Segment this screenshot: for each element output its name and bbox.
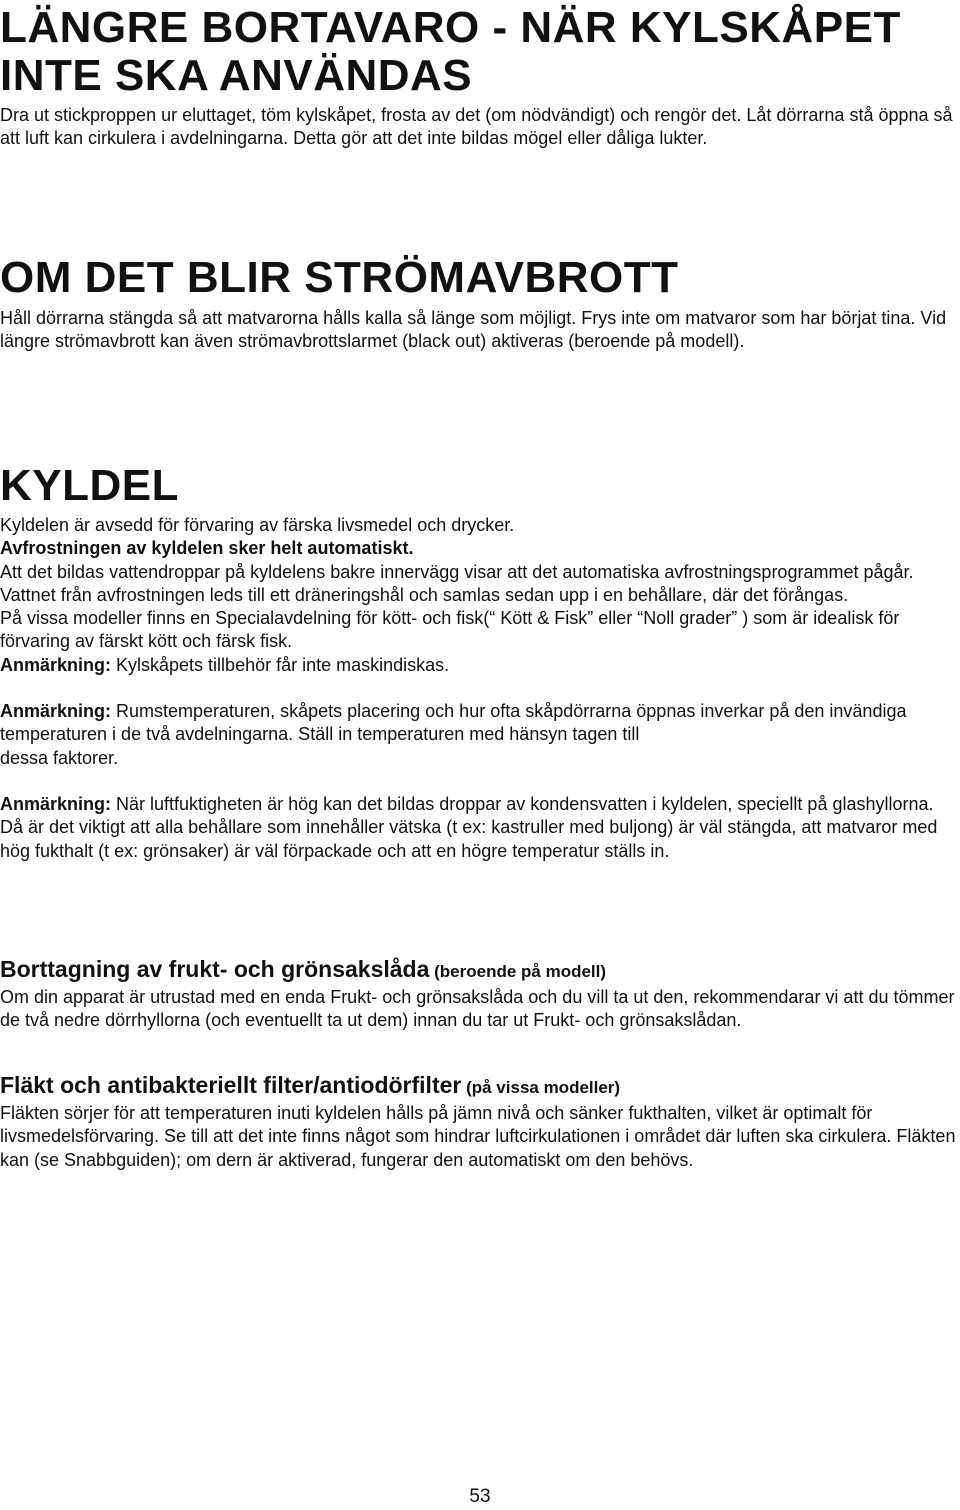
heading-power-outage: OM DET BLIR STRÖMAVBROTT: [0, 253, 679, 302]
paragraph-fan: Fläkten sörjer för att temperaturen inuti kyldelen hålls på jämn nivå och sänker fukthalten, vilket är optimalt för livsmedelsförvaring. Se till att det inte finns något som hindrar luftcirkulationen i området där luften ska cirkulera. Fläkten kan (se Snabbguiden); om dern är aktiverad, fungerar den automatiskt om den behövs.: [0, 1103, 956, 1170]
heading-line-2: INTE SKA ANVÄNDAS: [0, 51, 473, 100]
fridge-intro: Kyldelen är avsedd för förvaring av färska livsmedel och drycker.: [0, 515, 515, 535]
paragraph-power-outage: Håll dörrarna stängda så att matvarorna hålls kalla så länge som möjligt. Frys inte om matvaror som har börjat tina. Vid längre strömavbrott kan även strömavbrottslarmet (black out) aktiveras (beroende på modell).: [0, 308, 947, 352]
heading-fan: [0, 1071, 958, 1102]
heading-crisper-title: Borttagning av frukt- och grönsakslåda: [0, 956, 430, 982]
paragraph-crisper: Om din apparat är utrustad med en enda Frukt- och grönsakslåda och du vill ta ut den, rekommendarar vi att du tömmer de två nedre dörrhyllorna (och eventuellt ta ut dem) innan du tar ut Frukt- och grönsakslådan.: [0, 987, 955, 1031]
heading-fridge: KYLDEL: [0, 461, 179, 510]
section-long-absence: [0, 4, 958, 151]
heading-long-absence: [0, 4, 958, 100]
page-number: 53: [469, 1486, 491, 1507]
fridge-defrost-note: Avfrostningen av kyldelen sker helt automatiskt.: [0, 538, 414, 559]
fridge-special-compartment: På vissa modeller finns en Specialavdelning för kött- och fisk(“ Kött & Fisk” eller “Noll grader” ) som är idealisk för förvaring av färskt kött och färsk fisk.: [0, 608, 900, 652]
heading-crisper: [0, 955, 958, 986]
fridge-defrost-details: Att det bildas vattendroppar på kyldelens bakre innervägg visar att det automatiska avfrostningsprogrammet pågår. Vattnet från avfrostningen leds till ett dräneringshål och samlas sedan upp i en behållare, där det förångas.: [0, 561, 914, 605]
note-text: När luftfuktigheten är hög kan det bildas droppar av kondensvatten i kyldelen, speciellt på glashyllorna. Då är det viktigt att alla behållare som innehåller vätska (t ex: kastruller med buljong) är väl stängda, att matvaror med hög fukthalt (t ex: grönsaker) är väl förpackade och att en högre temperatur ställs in.: [0, 793, 938, 861]
fridge-note-dishwasher: [0, 654, 958, 677]
heading-crisper-note: (beroende på modell): [429, 962, 607, 981]
fridge-note-temperature: [0, 700, 958, 747]
heading-fan-title: Fläkt och antibakteriellt filter/antiodörfilter: [0, 1072, 462, 1098]
note-label: Anmärkning:: [0, 654, 112, 675]
section-power-outage: [0, 254, 958, 354]
note-label: Anmärkning:: [0, 701, 112, 722]
paragraph-long-absence: Dra ut stickproppen ur eluttaget, töm kylskåpet, frosta av det (om nödvändigt) och rengör det. Låt dörrarna stå öppna så att luft kan cirkulera i avdelningarna. Detta gör att det inte bildas mögel eller dåliga lukter.: [0, 105, 953, 149]
heading-fan-note: (på vissa modeller): [461, 1078, 621, 1097]
section-crisper: [0, 955, 958, 1033]
fridge-body: [0, 514, 958, 863]
note-text: Kylskåpets tillbehör får inte maskindiskas.: [111, 654, 450, 675]
fridge-note-temperature-tail: dessa faktorer.: [0, 747, 119, 768]
note-text: Rumstemperaturen, skåpets placering och hur ofta skåpdörrarna öppnas inverkar på den invändiga temperaturen i de två avdelningarna. Ställ in temperaturen med hänsyn tagen till: [0, 701, 907, 745]
fridge-note-humidity: [0, 793, 958, 863]
section-fan: [0, 1071, 958, 1172]
note-label: Anmärkning:: [0, 793, 112, 814]
section-fridge: [0, 462, 958, 863]
heading-line-1: LÄNGRE BORTAVARO - NÄR KYLSKÅPET: [0, 3, 901, 52]
